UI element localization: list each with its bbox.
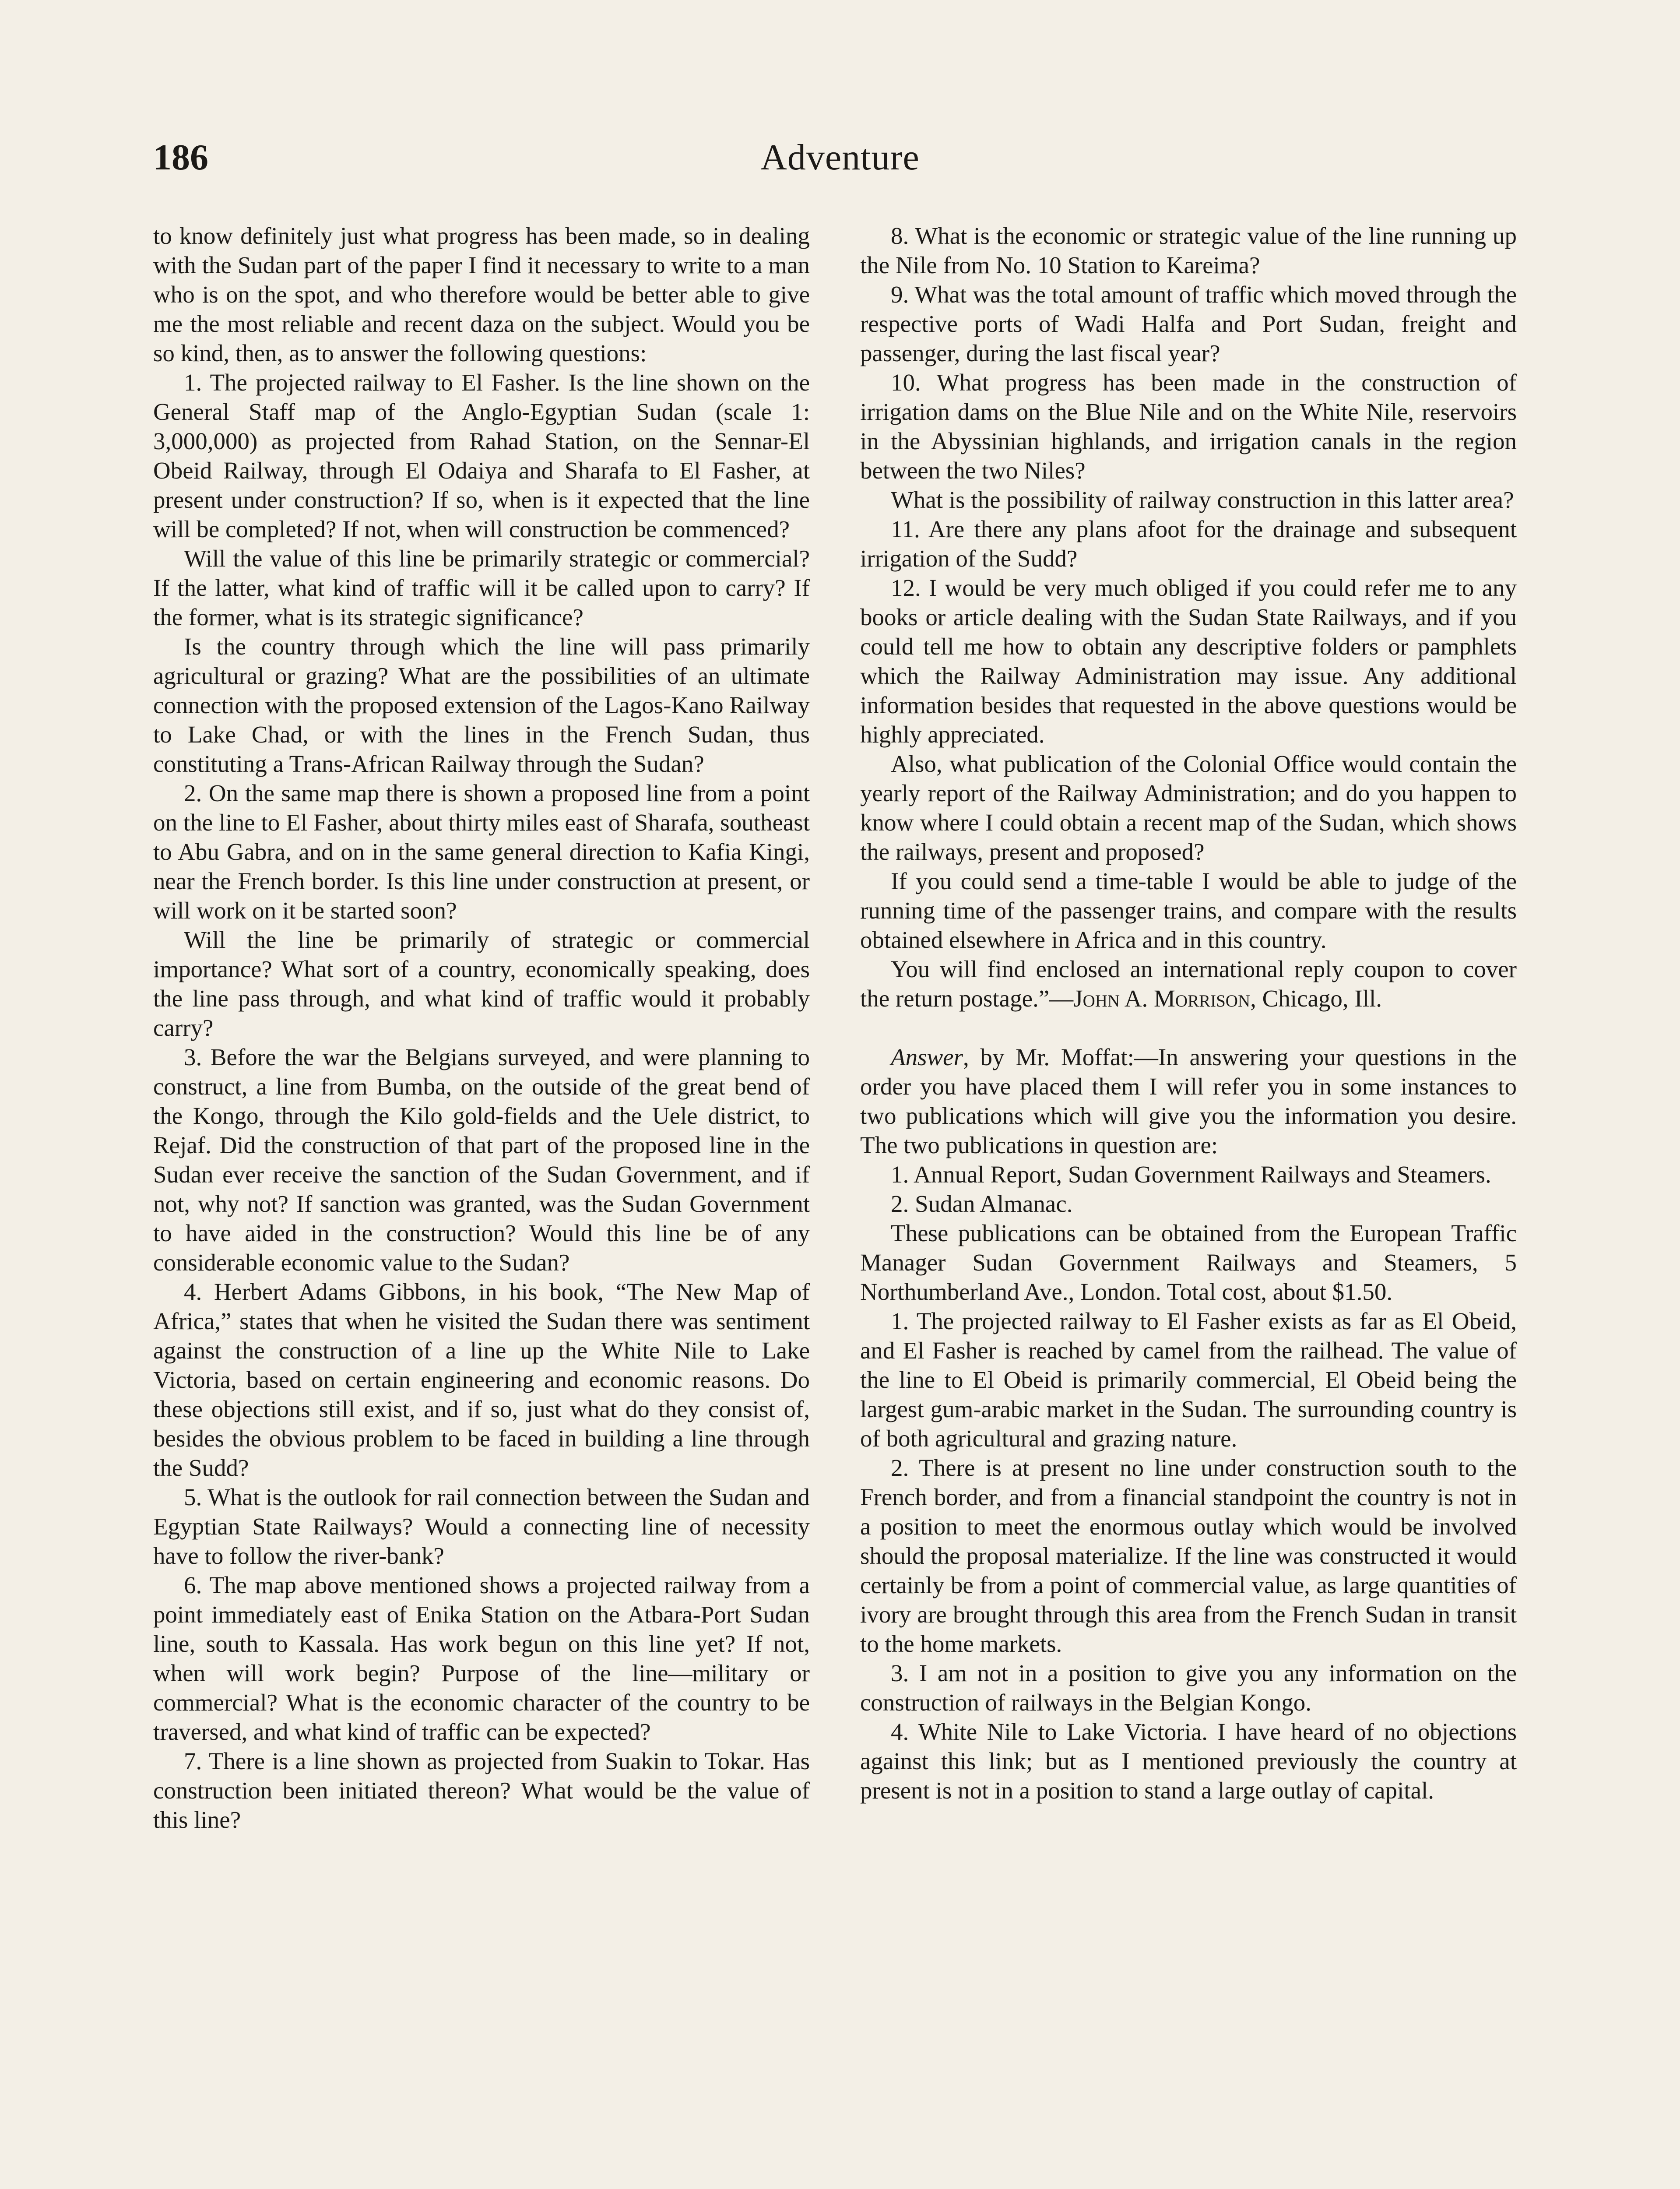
page-header: [153, 131, 1527, 193]
page-number: 186: [153, 137, 208, 178]
answer-paragraph: These publications can be obtained from the European Traffic Manager Sudan Government Railways and Steamers, 5 Northumberland Ave., London. Total cost, about $1.50.: [860, 1220, 1517, 1305]
answer-intro-text: , by Mr. Moffat:—In answering your questions in the order you have placed them I will refer you in some instances to two publications which will give you the information you desire. The two publications in question are:: [860, 1044, 1517, 1158]
letter-paragraph: 3. Before the war the Belgians surveyed, and were planning to construct, a line from Bumba, on the outside of the great bend of the Kongo, through the Kilo gold-fields and the Uele district, to Rejaf. Did the construction of that part of the proposed line in the Sudan ever receive the sanction of the Sudan Government, and if not, why not? If sanction was granted, was the Sudan Government to have aided in the construction? Would this line be of any considerable economic value to the Sudan?: [153, 1044, 810, 1276]
running-title: Adventure: [760, 137, 920, 178]
letter-closing: [860, 954, 1517, 1013]
letter-paragraph: to know definitely just what progress has been made, so in dealing with the Sudan part of the paper I find it necessary to write to a man who is on the spot, and who therefore would be better able to give me the most reliable and recent daza on the subject. Would you be so kind, then, as to answer the following questions:: [153, 222, 810, 366]
answer-paragraph: 2. There is at present no line under construction south to the French border, and from a financial standpoint the country is not in a position to meet the enormous outlay which would be involved should the proposal materialize. If the line was constructed it would certainly be from a point of commercial value, as large quantities of ivory are brought through this area from the French Sudan in transit to the home markets.: [860, 1454, 1517, 1657]
signature-location: , Chicago, Ill.: [1250, 985, 1382, 1012]
letter-paragraph: What is the possibility of railway construction in this latter area?: [891, 486, 1514, 513]
letter-paragraph: Also, what publication of the Colonial Office would contain the yearly report of the Railway Administration; and do you happen to know where I could obtain a recent map of the Sudan, which shows the railways, present and proposed?: [860, 750, 1517, 865]
letter-paragraph: 8. What is the economic or strategic value of the line running up the Nile from No. 10 Station to Kareima?: [860, 222, 1517, 278]
letter-paragraph: Is the country through which the line will pass primarily agricultural or grazing? What are the possibilities of an ultimate connection with the proposed extension of the Lagos-Kano Railway to Lake Chad, or with the lines in the French Sudan, thus constituting a Trans-African Railway through the Sudan?: [153, 633, 810, 777]
letter-paragraph: 11. Are there any plans afoot for the drainage and subsequent irrigation of the Sudd?: [860, 516, 1517, 572]
letter-paragraph: Will the value of this line be primarily strategic or commercial? If the latter, what kind of traffic will it be called upon to carry? If the former, what is its strategic significance?: [153, 545, 810, 630]
answer-paragraph: 2. Sudan Almanac.: [891, 1190, 1073, 1217]
letter-paragraph: If you could send a time-table I would be able to judge of the running time of the passenger trains, and compare with the results obtained elsewhere in Africa and in this country.: [860, 868, 1517, 953]
answer-label: Answer: [891, 1044, 963, 1070]
left-column: [153, 221, 810, 1834]
letter-paragraph: 9. What was the total amount of traffic which moved through the respective ports of Wadi Halfa and Port Sudan, freight and passenger, during the last fiscal year?: [860, 281, 1517, 366]
letter-paragraph: 4. Herbert Adams Gibbons, in his book, “The New Map of Africa,” states that when he visited the Sudan there was sentiment against the construction of a line up the White Nile to Lake Victoria, based on certain engineering and economic reasons. Do these objections still exist, and if so, just what do they consist of, besides the obvious problem to be faced in building a line through the Sudd?: [153, 1278, 810, 1481]
answer-paragraph: 4. White Nile to Lake Victoria. I have heard of no objections against this link; but as I mentioned previously the country at present is not in a position to stand a large outlay of capital.: [860, 1718, 1517, 1804]
signature: John A. Morrison: [1073, 985, 1251, 1012]
answer-paragraph: 1. The projected railway to El Fasher exists as far as El Obeid, and El Fasher is reached by camel from the railhead. The value of the line to El Obeid is primarily commercial, El Obeid being the largest gum-arabic market in the Sudan. The surrounding country is of both agricultural and grazing nature.: [860, 1308, 1517, 1452]
letter-paragraph: Will the line be primarily of strategic or commercial importance? What sort of a country, economically speaking, does the line pass through, and what kind of traffic would it probably carry?: [153, 926, 810, 1041]
answer-paragraph: 1. Annual Report, Sudan Government Railways and Steamers.: [891, 1161, 1491, 1188]
letter-paragraph: 10. What progress has been made in the construction of irrigation dams on the Blue Nile and on the White Nile, reservoirs in the Abyssinian highlands, and irrigation canals in the region between the two Niles?: [860, 369, 1517, 484]
letter-paragraph: 5. What is the outlook for rail connection between the Sudan and Egyptian State Railways? Would a connecting line of necessity have to follow the river-bank?: [153, 1484, 810, 1569]
answer-intro: [860, 1042, 1517, 1160]
letter-paragraph: 2. On the same map there is shown a proposed line from a point on the line to El Fasher, about thirty miles east of Sharafa, southeast to Abu Gabra, and on in the same general direction to Kafia Kingi, near the French border. Is this line under construction at present, or will work on it be started soon?: [153, 780, 810, 924]
letter-paragraph: 7. There is a line shown as projected from Suakin to Tokar. Has construction been initiated thereon? What would be the value of this line?: [153, 1748, 810, 1833]
answer-paragraph: 3. I am not in a position to give you any information on the construction of railways in the Belgian Kongo.: [860, 1660, 1517, 1716]
closing-text: You will find enclosed an international reply coupon to cover the return postage.”—: [860, 956, 1517, 1012]
letter-paragraph: 6. The map above mentioned shows a projected railway from a point immediately east of Enika Station on the Atbara-Port Sudan line, south to Kassala. Has work begun on this line yet? If not, when will work begin? Purpose of the line—military or commercial? What is the economic character of the country to be traversed, and what kind of traffic can be expected?: [153, 1572, 810, 1745]
right-column: [860, 221, 1517, 1805]
letter-paragraph: 1. The projected railway to El Fasher. Is the line shown on the General Staff map of the Anglo-Egyptian Sudan (scale 1: 3,000,000) as projected from Rahad Station, on the Sennar-El Obeid Railway, through El Odaiya and Sharafa to El Fasher, at present under construction? If so, when is it expected that the line will be completed? If not, when will construction be commenced?: [153, 369, 810, 542]
letter-paragraph: 12. I would be very much obliged if you could refer me to any books or article dealing with the Sudan State Railways, and if you could tell me how to obtain any descriptive folders or pamphlets which the Railway Administration may issue. Any additional information besides that requested in the above questions would be highly appreciated.: [860, 574, 1517, 748]
